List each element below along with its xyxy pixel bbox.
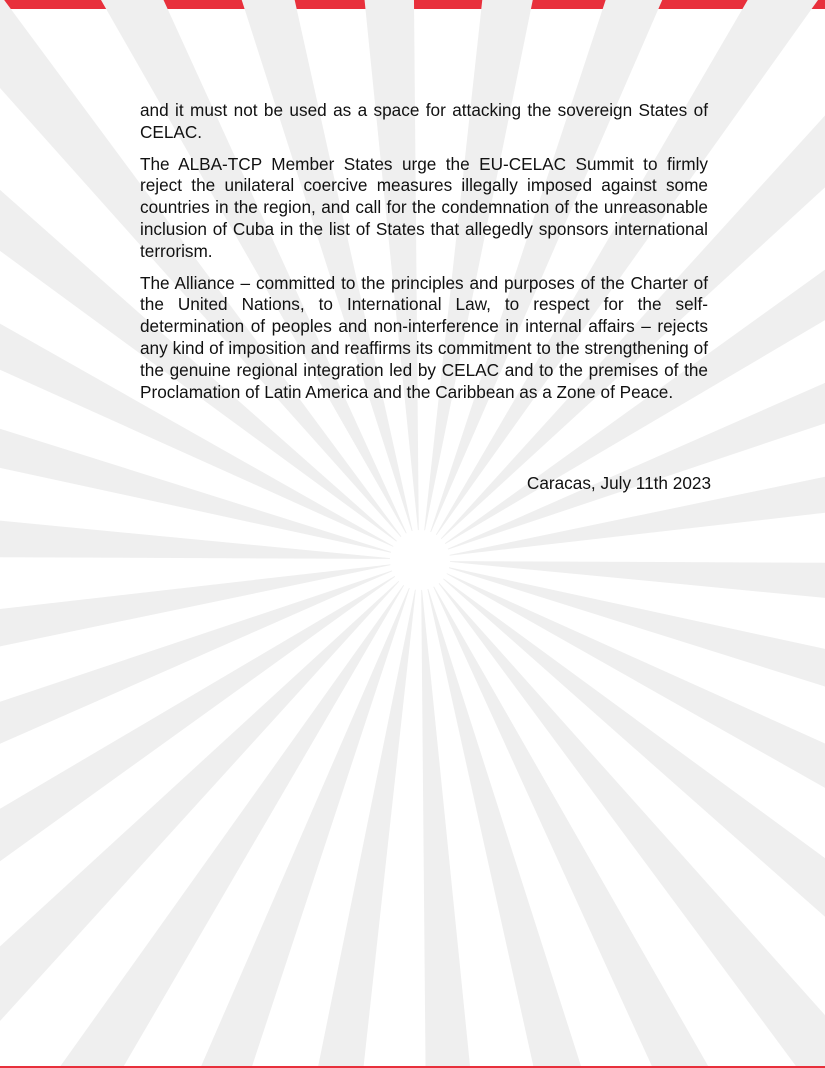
paragraph-continuation: and it must not be used as a space for attacking the sovereign States of CELAC.	[140, 100, 708, 142]
document-body	[140, 100, 708, 413]
paragraph-member-states: The ALBA-TCP Member States urge the EU-CELAC Summit to firmly reject the unilateral coercive measures illegally imposed against some countries in the region, and call for the condemnation of the unreasonable inclusion of Cuba in the list of States that allegedly sponsors international terrorism.	[140, 153, 708, 261]
paragraph-alliance: The Alliance – committed to the principles and purposes of the Charter of the United Nations, to International Law, to respect for the self-determination of peoples and non-interference in internal affairs – rejects any kind of imposition and reaffirms its commitment to the strengthening of the genuine regional integration led by CELAC and to the premises of the Proclamation of Latin America and the Caribbean as a Zone of Peace.	[140, 272, 708, 402]
place-and-date: Caracas, July 11th 2023	[526, 473, 711, 493]
